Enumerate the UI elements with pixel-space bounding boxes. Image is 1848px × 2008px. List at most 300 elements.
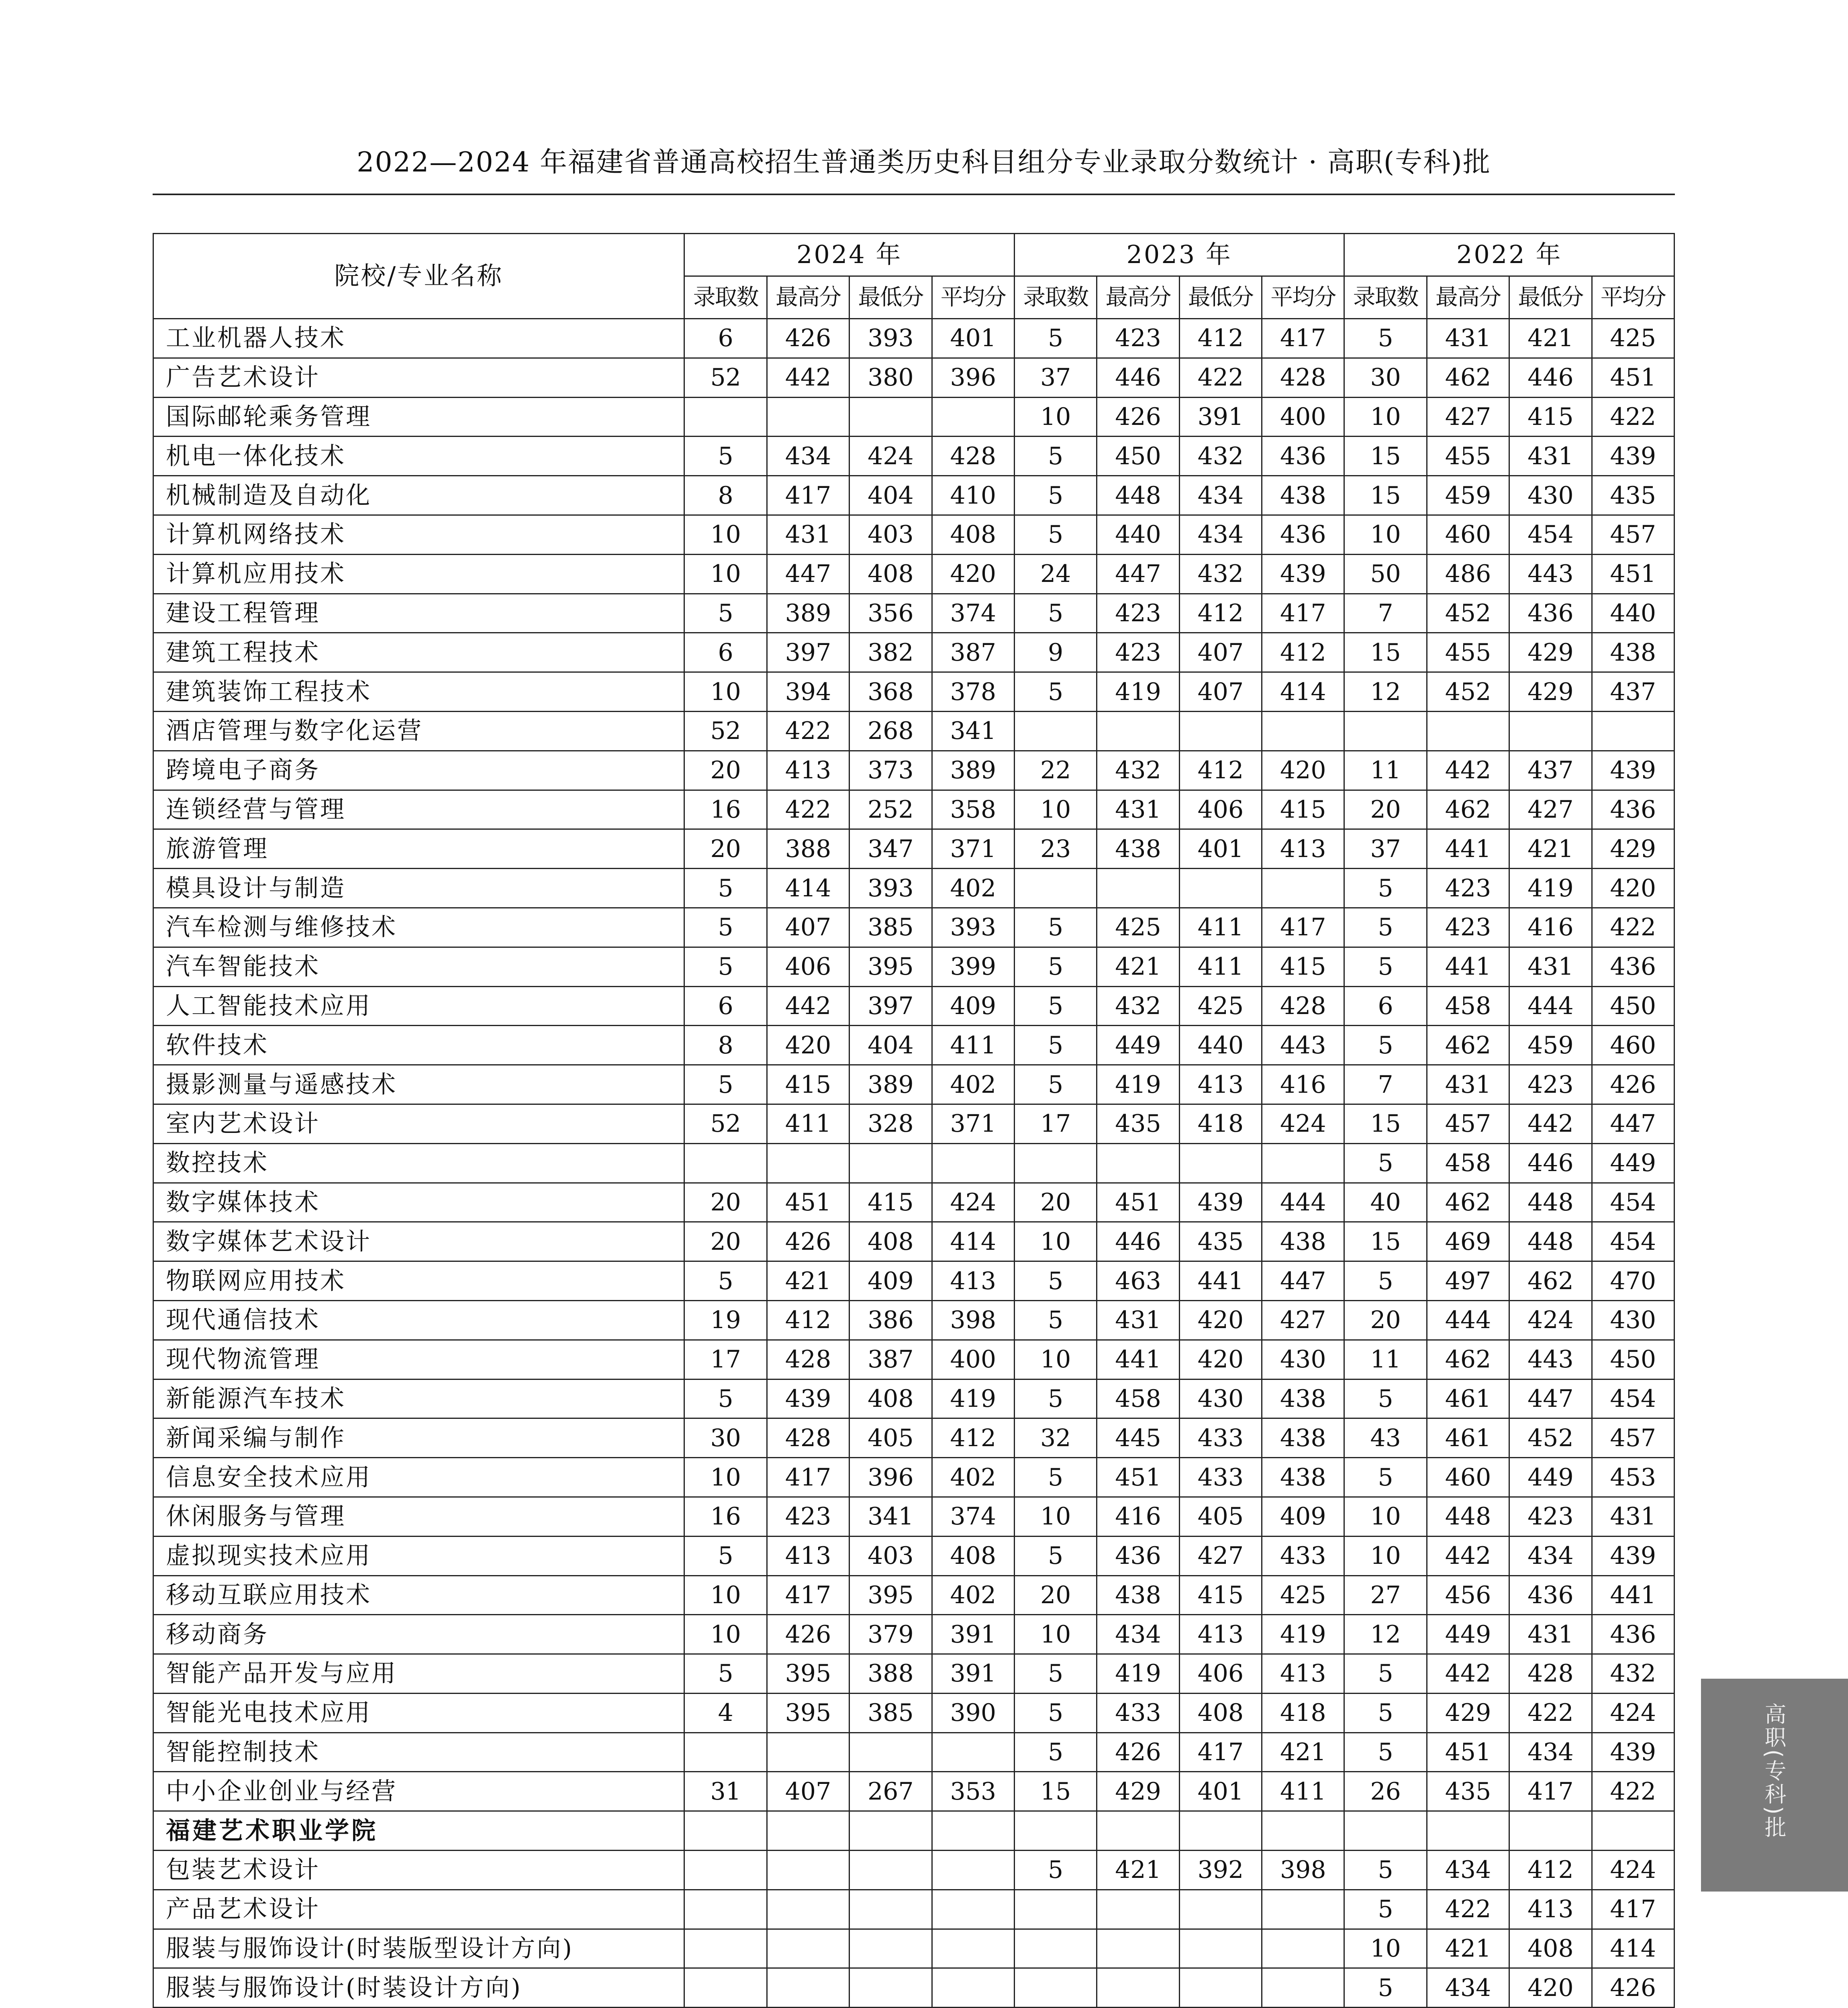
score-cell: 415	[1509, 397, 1592, 437]
score-cell: 374	[932, 594, 1014, 633]
score-cell: 436	[1592, 790, 1674, 829]
table-row	[153, 908, 1674, 947]
score-cell: 436	[1262, 437, 1344, 476]
score-cell: 421	[1262, 1733, 1344, 1772]
score-cell: 268	[849, 711, 932, 751]
score-cell: 423	[1427, 869, 1509, 908]
score-cell: 5	[1344, 1026, 1427, 1065]
score-cell: 10	[1014, 790, 1097, 829]
score-cell: 387	[932, 633, 1014, 672]
score-cell: 10	[1344, 515, 1427, 554]
score-cell	[932, 1811, 1014, 1851]
score-cell: 5	[1014, 1065, 1097, 1104]
score-cell: 430	[1179, 1379, 1262, 1418]
score-cell: 378	[932, 672, 1014, 712]
score-cell: 427	[1262, 1300, 1344, 1340]
score-cell: 424	[1509, 1300, 1592, 1340]
score-cell: 427	[1179, 1536, 1262, 1575]
score-cell: 458	[1097, 1379, 1179, 1418]
score-cell: 451	[1592, 554, 1674, 594]
table-row	[153, 1536, 1674, 1575]
score-cell: 447	[1262, 1261, 1344, 1301]
score-cell: 402	[932, 1458, 1014, 1497]
score-cell: 439	[1592, 751, 1674, 790]
score-cell	[1014, 1811, 1097, 1851]
score-cell: 389	[849, 1065, 932, 1104]
score-cell: 449	[1427, 1615, 1509, 1654]
score-cell: 371	[932, 1104, 1014, 1143]
score-cell: 402	[932, 869, 1014, 908]
score-cell	[1097, 1143, 1179, 1183]
major-name: 汽车智能技术	[153, 947, 684, 986]
year-header-2024: 2024 年	[684, 234, 1015, 276]
score-cell: 433	[1179, 1418, 1262, 1458]
score-cell: 413	[1179, 1615, 1262, 1654]
score-cell: 442	[1427, 751, 1509, 790]
score-cell: 5	[684, 947, 767, 986]
score-cell: 415	[1179, 1575, 1262, 1615]
score-cell: 5	[1014, 319, 1097, 358]
score-cell: 380	[849, 358, 932, 397]
score-cell: 5	[1014, 437, 1097, 476]
table-row	[153, 437, 1674, 476]
major-name: 建筑工程技术	[153, 633, 684, 672]
score-cell: 438	[1097, 829, 1179, 869]
score-cell: 8	[684, 1026, 767, 1065]
score-cell: 438	[1262, 1458, 1344, 1497]
score-cell: 395	[767, 1693, 849, 1733]
side-tab-label: 高职(专科)批	[1761, 1703, 1787, 1840]
score-cell: 404	[849, 476, 932, 515]
table-row	[153, 1300, 1674, 1340]
table-row	[153, 515, 1674, 554]
score-cell: 439	[767, 1379, 849, 1418]
admission-score-table	[153, 233, 1675, 2008]
score-cell: 52	[684, 358, 767, 397]
score-cell	[684, 1890, 767, 1929]
score-cell: 458	[1427, 1143, 1509, 1183]
score-cell: 396	[932, 358, 1014, 397]
score-cell: 450	[1592, 1340, 1674, 1379]
score-cell: 398	[1262, 1851, 1344, 1890]
major-name: 广告艺术设计	[153, 358, 684, 397]
score-cell: 407	[1179, 672, 1262, 712]
score-cell: 10	[684, 1575, 767, 1615]
score-cell: 10	[1344, 397, 1427, 437]
score-cell	[1179, 869, 1262, 908]
score-cell	[932, 1929, 1014, 1968]
score-cell: 450	[1097, 437, 1179, 476]
table-row	[153, 633, 1674, 672]
score-cell: 393	[849, 319, 932, 358]
score-cell: 341	[932, 711, 1014, 751]
score-cell: 388	[767, 829, 849, 869]
score-cell: 10	[1014, 1340, 1097, 1379]
major-name: 国际邮轮乘务管理	[153, 397, 684, 437]
score-cell	[932, 1968, 1014, 2008]
score-cell: 452	[1427, 594, 1509, 633]
score-cell: 422	[1592, 397, 1674, 437]
major-name: 智能光电技术应用	[153, 1693, 684, 1733]
score-cell: 408	[1179, 1693, 1262, 1733]
score-cell	[1097, 711, 1179, 751]
score-cell: 414	[932, 1222, 1014, 1261]
score-cell: 420	[1592, 869, 1674, 908]
table-row	[153, 751, 1674, 790]
score-cell	[1179, 1929, 1262, 1968]
score-cell: 411	[932, 1026, 1014, 1065]
score-cell: 353	[932, 1772, 1014, 1811]
score-cell: 438	[1262, 1418, 1344, 1458]
score-cell: 442	[1427, 1654, 1509, 1694]
major-name: 建筑装饰工程技术	[153, 672, 684, 712]
score-cell: 439	[1592, 1536, 1674, 1575]
score-cell: 456	[1427, 1575, 1509, 1615]
score-cell: 419	[1262, 1615, 1344, 1654]
score-cell: 462	[1427, 358, 1509, 397]
major-name: 新闻采编与制作	[153, 1418, 684, 1458]
score-cell: 434	[1509, 1733, 1592, 1772]
score-cell: 431	[1509, 947, 1592, 986]
score-cell: 406	[1179, 790, 1262, 829]
score-cell: 421	[1427, 1929, 1509, 1968]
score-cell: 417	[1262, 594, 1344, 633]
score-cell: 460	[1427, 1458, 1509, 1497]
score-cell: 416	[1262, 1065, 1344, 1104]
score-cell: 438	[1097, 1575, 1179, 1615]
score-cell	[1097, 1811, 1179, 1851]
score-cell: 389	[932, 751, 1014, 790]
score-cell: 432	[1179, 554, 1262, 594]
score-cell: 5	[1014, 594, 1097, 633]
score-cell: 32	[1014, 1418, 1097, 1458]
score-cell: 5	[684, 594, 767, 633]
score-cell	[1014, 1929, 1097, 1968]
major-name: 人工智能技术应用	[153, 986, 684, 1026]
score-cell: 434	[1097, 1615, 1179, 1654]
score-cell: 451	[1097, 1458, 1179, 1497]
score-cell: 5	[684, 1261, 767, 1301]
score-cell	[1262, 1890, 1344, 1929]
table-row	[153, 1772, 1674, 1811]
score-cell: 427	[1509, 790, 1592, 829]
score-cell: 408	[849, 1222, 932, 1261]
table-row	[153, 319, 1674, 358]
score-cell: 448	[1097, 476, 1179, 515]
score-cell	[767, 1811, 849, 1851]
table-row	[153, 1026, 1674, 1065]
score-cell: 5	[1344, 869, 1427, 908]
major-name: 摄影测量与遥感技术	[153, 1065, 684, 1104]
score-cell: 252	[849, 790, 932, 829]
score-cell: 52	[684, 711, 767, 751]
score-cell: 424	[1262, 1104, 1344, 1143]
score-cell: 5	[684, 437, 767, 476]
score-cell	[1014, 1968, 1097, 2008]
score-cell: 7	[1344, 1065, 1427, 1104]
score-cell: 413	[932, 1261, 1014, 1301]
score-cell: 413	[1262, 829, 1344, 869]
score-cell	[1344, 711, 1427, 751]
score-cell	[1262, 1143, 1344, 1183]
major-name: 汽车检测与维修技术	[153, 908, 684, 947]
score-cell	[932, 1851, 1014, 1890]
score-cell	[1427, 711, 1509, 751]
score-cell: 12	[1344, 1615, 1427, 1654]
score-cell: 5	[684, 1654, 767, 1694]
score-cell: 409	[849, 1261, 932, 1301]
score-cell: 432	[1097, 751, 1179, 790]
score-cell: 418	[1262, 1693, 1344, 1733]
score-cell: 403	[849, 515, 932, 554]
score-cell: 407	[767, 1772, 849, 1811]
major-name: 现代通信技术	[153, 1300, 684, 1340]
score-cell	[767, 1929, 849, 1968]
major-name: 智能产品开发与应用	[153, 1654, 684, 1694]
table-row	[153, 986, 1674, 1026]
score-cell	[1097, 1929, 1179, 1968]
table-row	[153, 1458, 1674, 1497]
score-cell: 446	[1509, 358, 1592, 397]
score-cell: 368	[849, 672, 932, 712]
score-cell: 397	[767, 633, 849, 672]
score-cell: 436	[1097, 1536, 1179, 1575]
score-cell: 5	[1344, 1654, 1427, 1694]
score-cell: 455	[1427, 437, 1509, 476]
score-cell: 408	[849, 554, 932, 594]
score-cell: 5	[1344, 1851, 1427, 1890]
score-cell: 406	[1179, 1654, 1262, 1694]
score-cell: 430	[1592, 1300, 1674, 1340]
score-cell: 431	[767, 515, 849, 554]
major-name: 数字媒体技术	[153, 1183, 684, 1222]
score-cell: 425	[1592, 319, 1674, 358]
score-cell: 441	[1097, 1340, 1179, 1379]
score-cell: 436	[1592, 1615, 1674, 1654]
score-cell: 391	[932, 1654, 1014, 1694]
score-cell: 439	[1592, 437, 1674, 476]
score-cell: 414	[1592, 1929, 1674, 1968]
score-cell: 443	[1509, 554, 1592, 594]
score-cell: 408	[1509, 1929, 1592, 1968]
score-cell: 446	[1509, 1143, 1592, 1183]
score-cell: 423	[1097, 594, 1179, 633]
major-name: 服装与服饰设计(时装版型设计方向)	[153, 1929, 684, 1968]
score-cell: 399	[932, 947, 1014, 986]
score-cell: 411	[1179, 947, 1262, 986]
score-cell: 5	[1014, 986, 1097, 1026]
score-cell: 385	[849, 1693, 932, 1733]
score-cell	[932, 1143, 1014, 1183]
major-name: 机械制造及自动化	[153, 476, 684, 515]
score-cell: 420	[1179, 1300, 1262, 1340]
score-cell: 415	[767, 1065, 849, 1104]
score-cell: 419	[1509, 869, 1592, 908]
score-cell: 387	[849, 1340, 932, 1379]
score-cell: 433	[1262, 1536, 1344, 1575]
score-cell: 457	[1592, 515, 1674, 554]
score-cell: 417	[1592, 1890, 1674, 1929]
score-cell: 421	[767, 1261, 849, 1301]
score-cell: 52	[684, 1104, 767, 1143]
score-cell: 422	[1509, 1693, 1592, 1733]
score-cell: 5	[1344, 1261, 1427, 1301]
score-cell: 40	[1344, 1183, 1427, 1222]
score-cell: 9	[1014, 633, 1097, 672]
score-cell: 429	[1592, 829, 1674, 869]
score-cell: 8	[684, 476, 767, 515]
score-cell: 424	[849, 437, 932, 476]
table-row	[153, 711, 1674, 751]
score-cell	[1097, 869, 1179, 908]
score-cell: 15	[1344, 1222, 1427, 1261]
score-cell: 5	[1344, 1968, 1427, 2008]
score-cell: 425	[1179, 986, 1262, 1026]
score-cell: 447	[1097, 554, 1179, 594]
score-cell: 435	[1097, 1104, 1179, 1143]
score-cell: 5	[1014, 1026, 1097, 1065]
score-cell: 407	[1179, 633, 1262, 672]
column-header-name: 院校/专业名称	[153, 234, 684, 319]
table-row	[153, 1654, 1674, 1694]
score-cell: 420	[932, 554, 1014, 594]
major-name: 包装艺术设计	[153, 1851, 684, 1890]
score-cell: 452	[1509, 1418, 1592, 1458]
score-cell: 441	[1427, 829, 1509, 869]
score-cell: 20	[684, 1183, 767, 1222]
score-cell: 12	[1344, 672, 1427, 712]
score-cell: 5	[1014, 672, 1097, 712]
score-cell	[767, 1968, 849, 2008]
score-cell: 424	[932, 1183, 1014, 1222]
score-cell: 428	[1262, 358, 1344, 397]
score-cell: 391	[932, 1615, 1014, 1654]
score-cell: 413	[1179, 1065, 1262, 1104]
score-cell: 5	[684, 1379, 767, 1418]
score-cell: 16	[684, 790, 767, 829]
score-cell: 386	[849, 1300, 932, 1340]
score-cell: 446	[1097, 358, 1179, 397]
score-cell: 27	[1344, 1575, 1427, 1615]
score-cell: 443	[1262, 1026, 1344, 1065]
major-name: 数字媒体艺术设计	[153, 1222, 684, 1261]
score-cell: 408	[932, 515, 1014, 554]
score-cell: 440	[1592, 594, 1674, 633]
table-row	[153, 947, 1674, 986]
score-cell: 432	[1097, 986, 1179, 1026]
score-cell: 423	[1509, 1497, 1592, 1536]
score-cell: 426	[1097, 397, 1179, 437]
score-cell: 421	[1097, 947, 1179, 986]
score-cell	[767, 1143, 849, 1183]
score-cell: 10	[684, 672, 767, 712]
score-cell: 434	[1427, 1851, 1509, 1890]
score-cell: 431	[1592, 1497, 1674, 1536]
score-cell: 448	[1509, 1183, 1592, 1222]
score-cell: 448	[1509, 1222, 1592, 1261]
score-cell	[684, 1733, 767, 1772]
score-cell: 385	[849, 908, 932, 947]
score-cell: 425	[1262, 1575, 1344, 1615]
score-cell: 450	[1592, 986, 1674, 1026]
score-cell: 422	[767, 711, 849, 751]
score-cell: 424	[1592, 1693, 1674, 1733]
score-cell: 434	[1179, 476, 1262, 515]
table-row	[153, 1851, 1674, 1890]
score-cell: 417	[1262, 319, 1344, 358]
score-cell: 19	[684, 1300, 767, 1340]
major-name: 连锁经营与管理	[153, 790, 684, 829]
score-cell: 5	[1344, 947, 1427, 986]
score-cell	[1097, 1890, 1179, 1929]
column-header-metric: 平均分	[932, 276, 1014, 319]
score-cell: 461	[1427, 1379, 1509, 1418]
score-cell: 10	[1344, 1536, 1427, 1575]
score-cell	[1262, 869, 1344, 908]
score-cell: 429	[1097, 1772, 1179, 1811]
score-cell	[1509, 711, 1592, 751]
score-cell: 391	[1179, 397, 1262, 437]
score-cell: 434	[1509, 1536, 1592, 1575]
score-cell: 10	[684, 515, 767, 554]
score-cell: 11	[1344, 751, 1427, 790]
score-cell: 438	[1262, 476, 1344, 515]
score-cell: 462	[1427, 790, 1509, 829]
score-cell: 463	[1097, 1261, 1179, 1301]
score-cell: 400	[1262, 397, 1344, 437]
score-cell: 371	[932, 829, 1014, 869]
major-name: 旅游管理	[153, 829, 684, 869]
score-cell	[684, 1811, 767, 1851]
score-cell: 15	[1344, 633, 1427, 672]
score-cell: 394	[767, 672, 849, 712]
score-cell	[1592, 711, 1674, 751]
major-name: 计算机网络技术	[153, 515, 684, 554]
score-cell	[684, 1929, 767, 1968]
score-cell: 389	[767, 594, 849, 633]
score-cell: 413	[1262, 1654, 1344, 1694]
major-name: 计算机应用技术	[153, 554, 684, 594]
score-cell: 20	[1344, 1300, 1427, 1340]
score-cell: 422	[1592, 908, 1674, 947]
major-name: 建设工程管理	[153, 594, 684, 633]
score-cell: 429	[1509, 633, 1592, 672]
section-side-tab	[1701, 1679, 1848, 1892]
score-cell: 15	[1344, 437, 1427, 476]
score-cell: 439	[1179, 1183, 1262, 1222]
score-cell: 5	[1014, 1536, 1097, 1575]
score-cell: 412	[767, 1300, 849, 1340]
score-cell: 431	[1509, 1615, 1592, 1654]
score-cell: 416	[1097, 1497, 1179, 1536]
score-cell: 17	[1014, 1104, 1097, 1143]
score-cell: 30	[684, 1418, 767, 1458]
score-cell: 10	[1014, 1222, 1097, 1261]
score-cell: 448	[1427, 1497, 1509, 1536]
score-cell	[1014, 1143, 1097, 1183]
score-cell: 5	[1014, 908, 1097, 947]
score-cell: 409	[1262, 1497, 1344, 1536]
score-cell: 6	[684, 986, 767, 1026]
score-cell: 420	[767, 1026, 849, 1065]
score-cell: 267	[849, 1772, 932, 1811]
major-name: 产品艺术设计	[153, 1890, 684, 1929]
score-cell: 454	[1592, 1222, 1674, 1261]
score-cell: 395	[849, 1575, 932, 1615]
score-cell: 5	[684, 1065, 767, 1104]
score-cell: 5	[1344, 319, 1427, 358]
major-name: 信息安全技术应用	[153, 1458, 684, 1497]
